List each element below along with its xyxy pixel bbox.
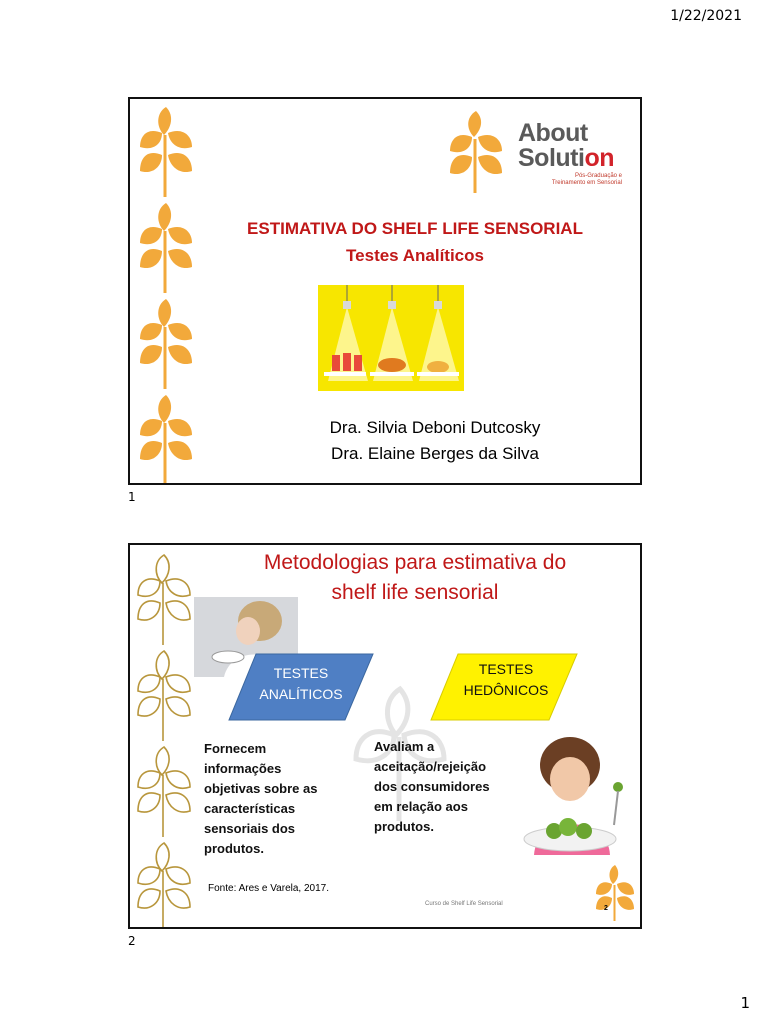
footer-leaf-icon: [592, 863, 638, 923]
child-photo: [514, 729, 638, 855]
logo-leaf-icon: [442, 109, 512, 195]
analytic-description: Fornecem informações objetivas sobre as características sensoriais dos produtos.: [204, 741, 318, 856]
logo-word-1: About: [518, 119, 588, 147]
slide-2-number: 2: [128, 934, 136, 948]
print-date: 1/22/2021: [670, 8, 742, 24]
slide-2: [128, 543, 642, 929]
slide-2-inner-number: 2: [604, 905, 608, 912]
slide-1: [128, 97, 642, 485]
leaf-border-decoration: [130, 99, 200, 483]
testes-hedonicos-label: TESTES HEDÔNICOS: [463, 661, 549, 698]
authors: Dra. Silvia Deboni Dutcosky Dra. Elaine Berges da Silva: [329, 418, 541, 463]
hedonic-description: Avaliam a aceitação/rejeição dos consumidores em relação aos produtos.: [374, 739, 490, 834]
testes-analiticos-label: TESTES ANALÍTICOS: [259, 665, 343, 702]
source-citation: Fonte: Ares e Varela, 2017.: [208, 883, 330, 894]
logo-word-2: Solution: [518, 144, 614, 172]
logo-tagline: Pós-Graduação e Treinamento em Sensorial: [551, 173, 622, 186]
brand-logo: [518, 121, 622, 187]
slide-2-title: Metodologias para estimativa do shelf life sensorial: [263, 551, 567, 604]
slide-1-title: ESTIMATIVA DO SHELF LIFE SENSORIAL Testes Analíticos: [247, 219, 583, 265]
lamps-illustration: [318, 285, 464, 391]
slide-1-number: 1: [128, 490, 136, 504]
page-number: 1: [740, 994, 750, 1012]
course-footer: Curso de Shelf Life Sensorial: [425, 901, 503, 907]
